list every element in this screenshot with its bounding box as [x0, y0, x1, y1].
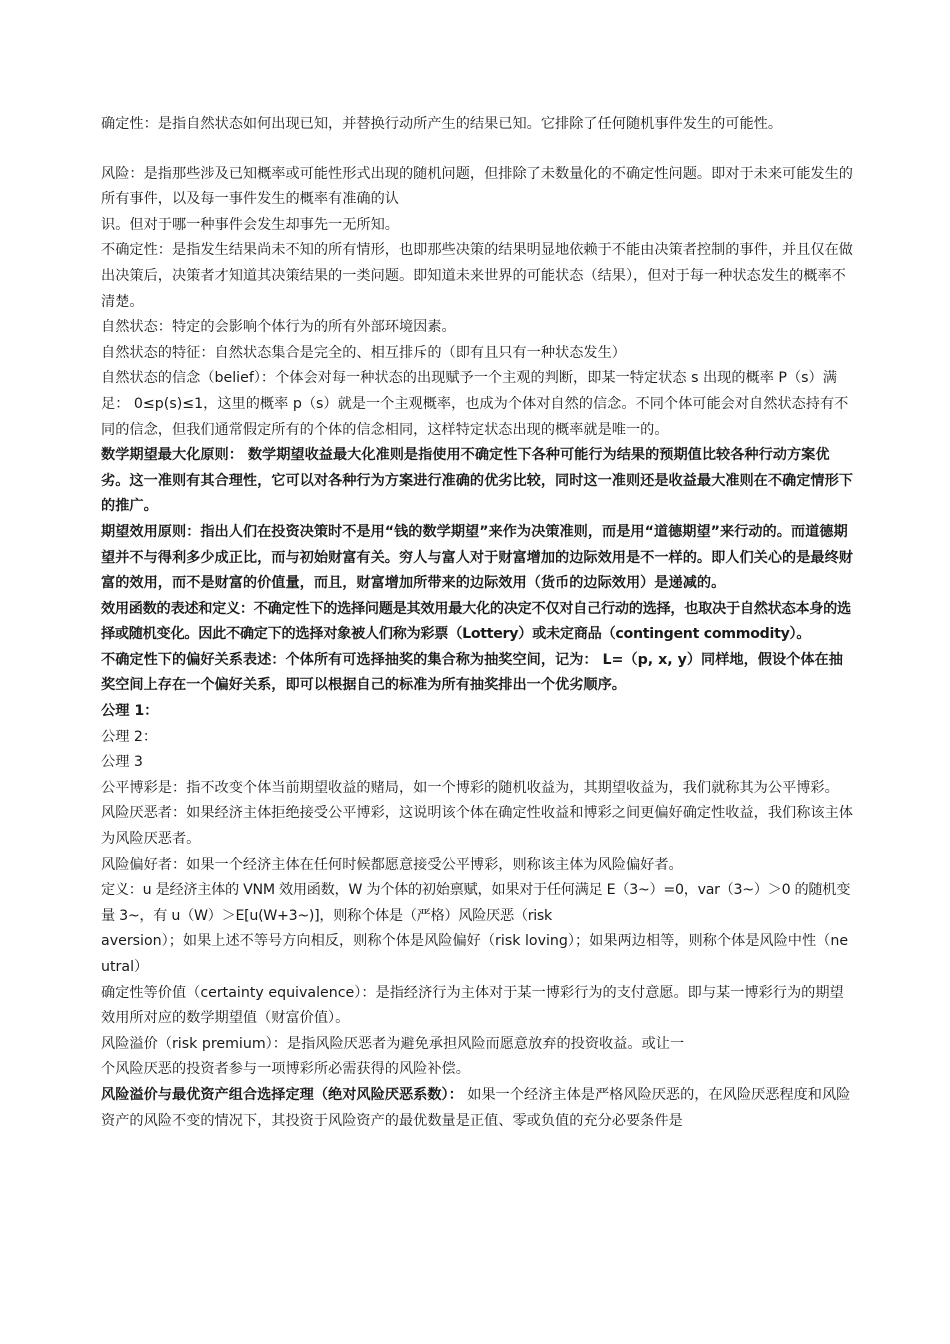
- paragraph-belief: 自然状态的信念（belief）：个体会对每一种状态的出现赋予一个主观的判断，即某一特定状态 s 出现的概率 P（s）满足： 0≤p(s)≤1，这里的概率 p（s）就是一个主观概率，也成为个体对自然的信念。不同个体可能会对自然状态持有不同的信念，但我们通常假定所有的个体的信念相同，这样特定状态出现的概率就是唯一的。: [101, 370, 849, 438]
- paragraph-uncertainty: 不确定性：是指发生结果尚未不知的所有情形，也即那些决策的结果明显地依赖于不能由决策者控制的事件，并且仅在做出决策后，决策者才知道其决策结果的一类问题。即知道未来世界的可能状态（结果），但对于每一种状态发生的概率不清楚。: [101, 242, 853, 310]
- paragraph-certainty-equivalence: 确定性等价值（certainty equivalence）：是指经济行为主体对于某一博彩行为的支付意愿。即与某一博彩行为的期望效用所对应的数学期望值（财富价值）。: [101, 984, 844, 1027]
- paragraph-expected-value: 数学期望最大化原则： 数学期望收益最大化准则是指使用不确定性下各种可能行为结果的预期值比较各种行动方案优劣。这一准则有其合理性，它可以对各种行为方案进行准确的优劣比较，同时这一准则还是收益最大准则在不确定情形下的推广。: [101, 447, 853, 515]
- paragraph-risk-averse: 风险厌恶者：如果经济主体拒绝接受公平博彩，这说明该个体在确定性收益和博彩之间更偏好确定性收益，我们称该主体为风险厌恶者。: [101, 805, 853, 848]
- paragraph-axiom-2: 公理 2：: [101, 728, 158, 745]
- paragraph-axiom-1: 公理 1：: [101, 703, 159, 720]
- paragraph-axiom-3: 公理 3: [101, 754, 143, 771]
- paragraph-utility-function: 效用函数的表述和定义：不确定性下的选择问题是其效用最大化的决定不仅对自己行动的选择，也取决于自然状态本身的选择或随机变化。因此不确定下的选择对象被人们称为彩票（Lottery）或未定商品（contingent commodity）。: [101, 600, 851, 643]
- paragraph-definition-cont: aversion）；如果上述不等号方向相反，则称个体是风险偏好（risk loving）；如果两边相等，则称个体是风险中性（neutral）: [101, 933, 849, 975]
- paragraph-certainty: 确定性：是指自然状态如何出现已知，并替换行动所产生的结果已知。它排除了任何随机事件发生的可能性。: [101, 116, 783, 132]
- paragraph-risk-premium-cont: 个风险厌恶的投资者参与一项博彩所必需获得的风险补偿。: [101, 1061, 470, 1078]
- paragraph-risk-premium: 风险溢价（risk premium）：是指风险厌恶者为避免承担风险而愿意放弃的投资收益。或让一: [101, 1035, 685, 1052]
- paragraph-preference: 不确定性下的偏好关系表述：个体所有可选择抽奖的集合称为抽奖空间，记为： L=（p, x, y）同样地，假设个体在抽奖空间上存在一个偏好关系，即可以根据自己的标准为所有抽奖排出一个优劣顺序。: [101, 651, 843, 694]
- document-body: [101, 112, 853, 1134]
- paragraph-risk-lover: 风险偏好者：如果一个经济主体在任何时候都愿意接受公平博彩，则称该主体为风险偏好者。: [101, 856, 683, 873]
- paragraph-portfolio-theorem: [101, 1083, 853, 1134]
- paragraph-risk-cont: 识。但对于哪一种事件会发生却事先一无所知。: [101, 216, 399, 233]
- paragraph-gap: [101, 138, 853, 162]
- paragraph-risk: 风险：是指那些涉及已知概率或可能性形式出现的随机问题，但排除了未数量化的不确定性问题。即对于未来可能发生的所有事件，以及每一事件发生的概率有准确的认: [101, 165, 853, 208]
- portfolio-theorem-body: 如果一个经济主体是严格风险厌恶的，在风险厌恶程度和风险资产的风险不变的情况下，其投资于风险资产的最优数量是正值、零或负值的充分必要条件是: [101, 1086, 851, 1129]
- paragraph-fair-gamble: 公平博彩是：指不改变个体当前期望收益的赌局，如一个博彩的随机收益为，其期望收益为，我们就称其为公平博彩。: [101, 779, 839, 796]
- paragraph-definition: 定义：u 是经济主体的 VNM 效用函数，W 为个体的初始禀赋，如果对于任何满足 E（3~）=0，var（3~）＞0 的随机变量 3~，有 u（W）＞E[u(W+3~)]，则称个体是（严格）风险厌恶（risk: [101, 882, 851, 924]
- paragraph-expected-utility: 期望效用原则：指出人们在投资决策时不是用“钱的数学期望”来作为决策准则，而是用“道德期望”来行动的。而道德期望并不与得利多少成正比，而与初始财富有关。穷人与富人对于财富增加的边际效用是不一样的。即人们关心的是最终财富的效用，而不是财富的价值量，而且，财富增加所带来的边际效用（货币的边际效用）是递减的。: [101, 523, 853, 592]
- paragraph-state-features: 自然状态的特征：自然状态集合是完全的、相互排斥的（即有且只有一种状态发生）: [101, 344, 626, 361]
- portfolio-theorem-heading: 风险溢价与最优资产组合选择定理（绝对风险厌恶系数）：: [101, 1086, 463, 1103]
- paragraph-state-of-nature: 自然状态：特定的会影响个体行为的所有外部环境因素。: [101, 319, 456, 336]
